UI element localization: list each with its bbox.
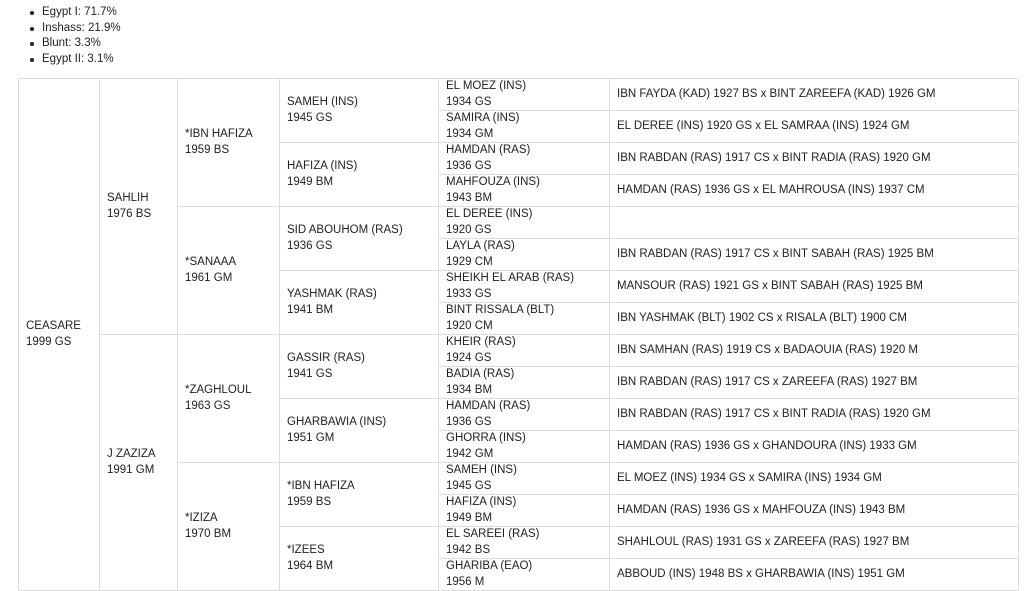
horse-name: *IBN HAFIZA [185,128,253,140]
horse-info: 1961 GM [185,271,233,284]
gen4-parents-cell: IBN YASHMAK (BLT) 1902 CS x RISALA (BLT) 1900 CM [610,303,1019,335]
horse-name: BINT RISSALA (BLT) [446,304,555,316]
gen4-parents-cell: HAMDAN (RAS) 1936 GS x MAHFOUZA (INS) 1943 BM [610,495,1019,527]
horse-info: 1945 GS [446,479,492,492]
horse-name: *IZIZA [185,512,218,524]
horse-info: 1936 GS [287,239,333,252]
horse-name: SAMIRA (INS) [446,112,520,124]
gen4-parents-cell: HAMDAN (RAS) 1936 GS x EL MAHROUSA (INS) 1937 CM [610,175,1019,207]
pedigree-table [18,78,1019,591]
horse-info: 1934 GS [446,95,492,108]
gen4-parents-cell: MANSOUR (RAS) 1921 GS x BINT SABAH (RAS) 1925 BM [610,271,1019,303]
horse-name: KHEIR (RAS) [446,336,516,348]
horse-name: HAFIZA (INS) [287,160,358,172]
great-grandparent-cell [280,271,439,335]
gen4-cell [439,303,610,335]
grandparent-cell [178,463,280,591]
gen4-parents-cell: ABBOUD (INS) 1948 BS x GHARBAWIA (INS) 1951 GM [610,559,1019,591]
gen4-parents-cell: IBN RABDAN (RAS) 1917 CS x BINT SABAH (RAS) 1925 BM [610,239,1019,271]
gen4-parents-cell [610,207,1019,239]
horse-name: SAMEH (INS) [287,96,358,108]
grandparent-cell [178,79,280,207]
horse-info: 1933 GS [446,287,492,300]
great-grandparent-cell [280,143,439,207]
horse-info: 1956 M [446,575,485,588]
horse-info: 1920 CM [446,319,493,332]
horse-name: CEASARE [26,320,81,332]
horse-name: SHEIKH EL ARAB (RAS) [446,272,575,284]
great-grandparent-cell [280,463,439,527]
gen4-cell [439,271,610,303]
horse-info: 1924 GS [446,351,492,364]
horse-info: 1999 GS [26,335,72,348]
great-grandparent-cell [280,399,439,463]
horse-info: 1991 GM [107,463,155,476]
horse-name: HAMDAN (RAS) [446,400,531,412]
horse-info: 1951 GM [287,431,335,444]
gen4-parents-cell: IBN RABDAN (RAS) 1917 CS x BINT RADIA (RAS) 1920 GM [610,143,1019,175]
gen4-parents-cell: IBN FAYDA (KAD) 1927 BS x BINT ZAREEFA (KAD) 1926 GM [610,79,1019,111]
gen4-cell [439,79,610,111]
horse-info: 1942 GM [446,447,494,460]
horse-name: J ZAZIZA [107,448,156,460]
horse-name: YASHMAK (RAS) [287,288,377,300]
great-grandparent-cell [280,335,439,399]
horse-info: 1976 BS [107,207,152,220]
gen4-cell [439,175,610,207]
gen4-parents-cell: IBN RABDAN (RAS) 1917 CS x BINT RADIA (RAS) 1920 GM [610,399,1019,431]
horse-name: EL SAREEI (RAS) [446,528,540,540]
gen4-parents-cell: HAMDAN (RAS) 1936 GS x GHANDOURA (INS) 1933 GM [610,431,1019,463]
gen4-cell [439,527,610,559]
horse-info: 1942 BS [446,543,491,556]
horse-info: 1970 BM [185,527,232,540]
horse-info: 1936 GS [446,159,492,172]
great-grandparent-cell [280,79,439,143]
horse-info: 1941 BM [287,303,334,316]
horse-info: 1945 GS [287,111,333,124]
gen4-cell [439,495,610,527]
horse-name: GASSIR (RAS) [287,352,365,364]
gen4-parents-cell: IBN SAMHAN (RAS) 1919 CS x BADAOUIA (RAS) 1920 M [610,335,1019,367]
gen4-cell [439,463,610,495]
horse-name: *SANAAA [185,256,237,268]
gen4-cell [439,111,610,143]
dam-cell [100,335,178,591]
horse-name: SID ABOUHOM (RAS) [287,224,403,236]
stat-item: Inshass: 21.9% [28,21,121,37]
horse-info: 1941 GS [287,367,333,380]
horse-name: GHARIBA (EAO) [446,560,533,572]
horse-name: EL MOEZ (INS) [446,80,527,92]
gen4-cell [439,207,610,239]
horse-name: GHARBAWIA (INS) [287,416,387,428]
gen4-cell [439,559,610,591]
stat-item: Blunt: 3.3% [28,36,121,52]
gen4-parents-cell: IBN RABDAN (RAS) 1917 CS x ZAREEFA (RAS) 1927 BM [610,367,1019,399]
horse-name: GHORRA (INS) [446,432,526,444]
horse-name: MAHFOUZA (INS) [446,176,540,188]
great-grandparent-cell [280,207,439,271]
horse-info: 1949 BM [446,511,493,524]
horse-info: 1959 BS [185,143,230,156]
gen4-parents-cell: EL DEREE (INS) 1920 GS x EL SAMRAA (INS) 1924 GM [610,111,1019,143]
gen4-cell [439,239,610,271]
gen4-parents-cell: SHAHLOUL (RAS) 1931 GS x ZAREEFA (RAS) 1927 BM [610,527,1019,559]
stat-item: Egypt I: 71.7% [28,5,121,21]
horse-info: 1949 BM [287,175,334,188]
horse-name: EL DEREE (INS) [446,208,533,220]
gen4-cell [439,367,610,399]
horse-info: 1934 BM [446,383,493,396]
horse-name: *ZAGHLOUL [185,384,252,396]
grandparent-cell [178,335,280,463]
grandparent-cell [178,207,280,335]
bloodline-stats-list [28,5,121,67]
horse-info: 1964 BM [287,559,334,572]
horse-info: 1920 GS [446,223,492,236]
horse-info: 1959 BS [287,495,332,508]
gen4-cell [439,335,610,367]
horse-info: 1934 GM [446,127,494,140]
horse-info: 1929 CM [446,255,493,268]
horse-name: BADIA (RAS) [446,368,515,380]
sire-cell [100,79,178,335]
gen4-cell [439,399,610,431]
horse-name: SAMEH (INS) [446,464,517,476]
stat-item: Egypt II: 3.1% [28,52,121,68]
horse-info: 1963 GS [185,399,231,412]
horse-info: 1943 BM [446,191,493,204]
horse-name: HAFIZA (INS) [446,496,517,508]
subject-horse-cell [19,79,100,591]
horse-name: *IBN HAFIZA [287,480,355,492]
horse-name: *IZEES [287,544,325,556]
horse-name: HAMDAN (RAS) [446,144,531,156]
gen4-cell [439,431,610,463]
horse-name: LAYLA (RAS) [446,240,515,252]
gen4-cell [439,143,610,175]
horse-name: SAHLIH [107,192,149,204]
gen4-parents-cell: EL MOEZ (INS) 1934 GS x SAMIRA (INS) 1934 GM [610,463,1019,495]
horse-info: 1936 GS [446,415,492,428]
